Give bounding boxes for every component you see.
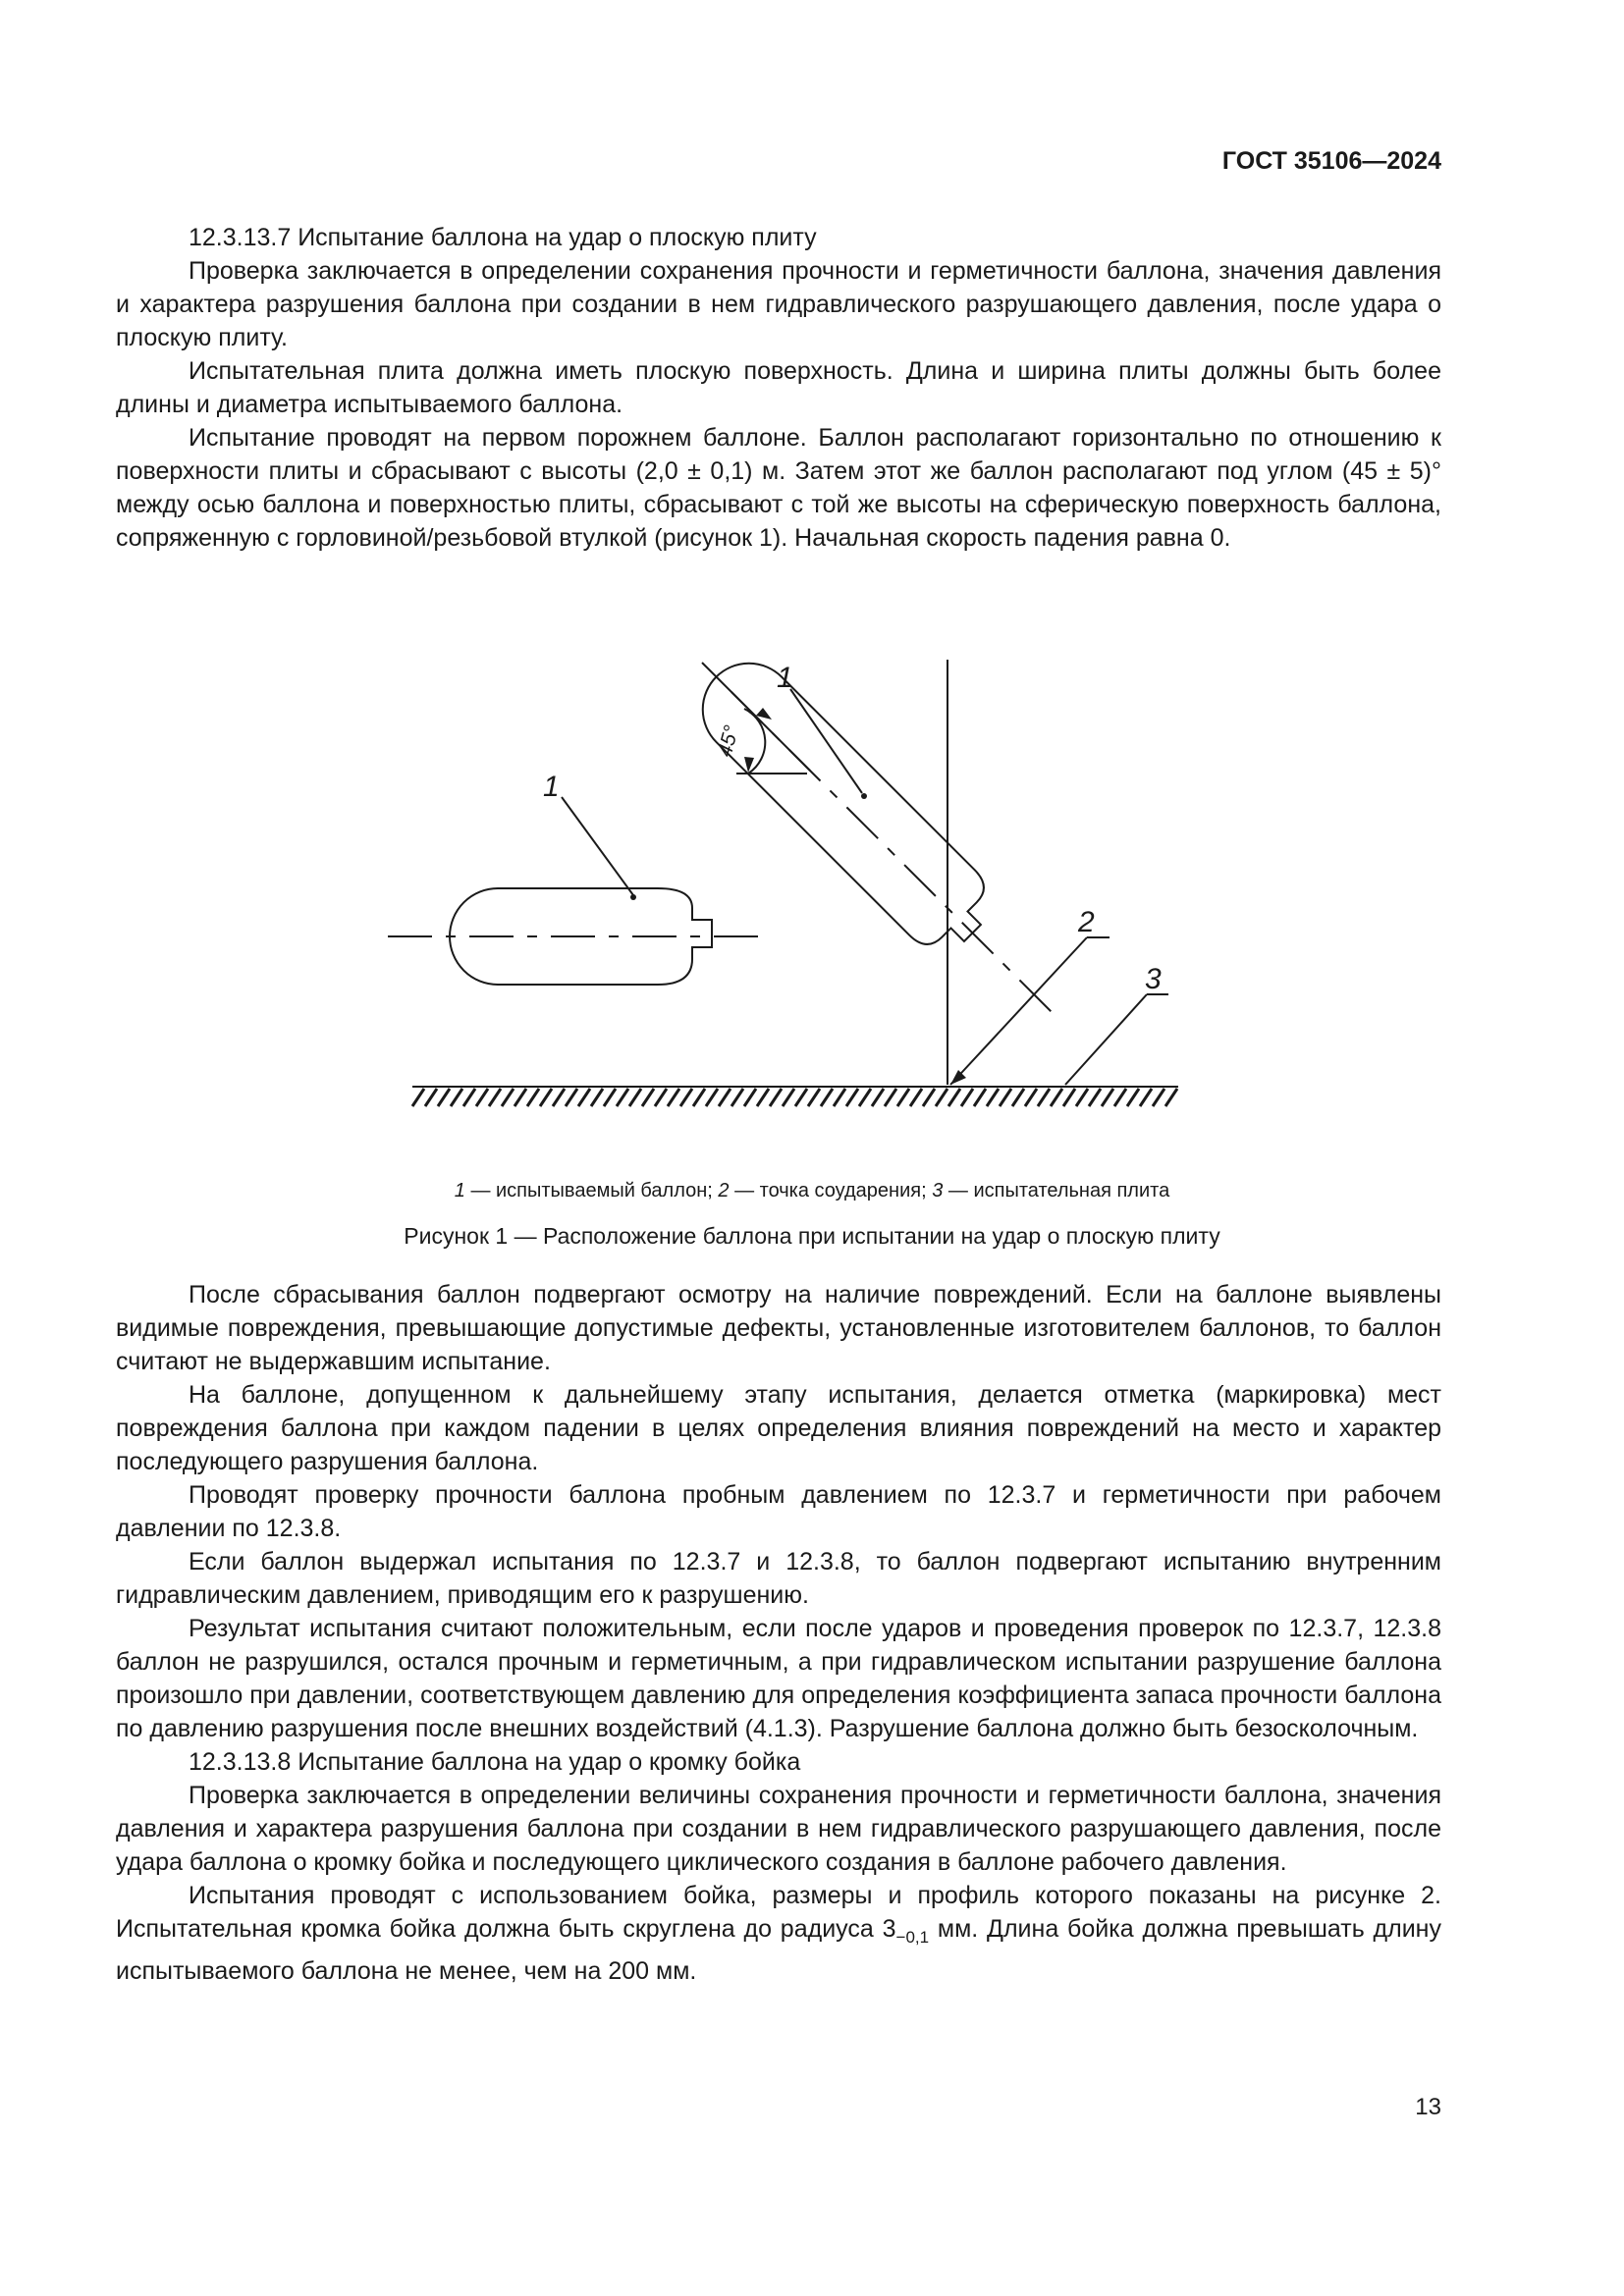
hatch-mark xyxy=(859,1089,871,1106)
legend-number-2: 2 xyxy=(718,1180,730,1201)
horizontal-cylinder xyxy=(450,888,712,985)
angle-arrow-head xyxy=(744,757,754,773)
angle-label: 45° xyxy=(713,722,744,760)
hatch-mark xyxy=(1012,1089,1024,1106)
hatch-mark xyxy=(706,1089,718,1106)
hatch-mark xyxy=(821,1089,833,1106)
hatch-mark xyxy=(655,1089,667,1106)
paragraph-last xyxy=(116,1879,1441,1988)
plate-hatching xyxy=(412,1089,1177,1106)
hatch-mark xyxy=(476,1089,488,1106)
page-number: 13 xyxy=(1415,2094,1441,2120)
clause-heading-12-3-13-7: 12.3.13.7 Испытание баллона на удар о плоскую плиту xyxy=(189,224,817,251)
clause-heading-12-3-13-8: 12.3.13.8 Испытание баллона на удар о кромку бойка xyxy=(189,1748,801,1776)
paragraph: Если баллон выдержал испытания по 12.3.7 и 12.3.8, то баллон подвергают испытанию внутренним гидравлическим давлением, приводящим его к разрушению. xyxy=(116,1548,1441,1609)
hatch-mark xyxy=(719,1089,731,1106)
hatch-mark xyxy=(795,1089,807,1106)
label-1-left: 1 xyxy=(543,771,560,803)
arrow-head-2 xyxy=(950,1070,966,1085)
hatch-mark xyxy=(1089,1089,1101,1106)
hatch-mark xyxy=(948,1089,960,1106)
hatch-mark xyxy=(1127,1089,1139,1106)
hatch-mark xyxy=(1102,1089,1113,1106)
hatch-mark xyxy=(1038,1089,1050,1106)
tolerance-subscript: −0,1 xyxy=(895,1928,930,1947)
hatch-mark xyxy=(1076,1089,1088,1106)
legend-text-1: — испытываемый баллон; xyxy=(464,1180,719,1201)
label-1-right: 1 xyxy=(777,662,793,694)
hatch-mark xyxy=(1025,1089,1037,1106)
hatch-mark xyxy=(987,1089,999,1106)
paragraph: Испытание проводят на первом порожнем баллоне. Баллон располагают горизонтально по отношению к поверхности плиты и сбрасывают с высоты (2,0 ± 0,1) м. Затем этот же баллон располагают под углом (45 ± 5)° между осью баллона и поверхностью плиты, сбрасывают с той же высоты на сферическую поверхность баллона, сопряженную с горловиной/резьбовой втулкой (рисунок 1). Начальная скорость падения равна 0. xyxy=(116,424,1441,552)
hatch-mark xyxy=(961,1089,973,1106)
hatch-mark xyxy=(974,1089,986,1106)
hatch-mark xyxy=(1153,1089,1164,1106)
hatch-mark xyxy=(412,1089,424,1106)
hatch-mark xyxy=(463,1089,475,1106)
legend-number-3: 3 xyxy=(932,1180,944,1201)
hatch-mark xyxy=(540,1089,552,1106)
angle-arc xyxy=(744,709,765,774)
hatch-mark xyxy=(489,1089,501,1106)
hatch-mark xyxy=(514,1089,526,1106)
paragraph: Результат испытания считают положительным, если после ударов и проведения проверок по 12.3.7, 12.3.8 баллон не разрушился, остался прочным и герметичным, а при гидравлическом испытании разрушение баллона произошло при давлении, соответствующем давлению для определения коэффициента запаса прочности баллона по давлению разрушения после внешних воздействий (4.1.3). Разрушение баллона должно быть безосколочным. xyxy=(116,1615,1441,1742)
hatch-mark xyxy=(693,1089,705,1106)
paragraph-last-part2: мм. Длина бойка должна превышать длину испытываемого баллона не менее, чем на 200 мм. xyxy=(116,1915,1441,1985)
hatch-mark xyxy=(1000,1089,1011,1106)
leader-line-1-right xyxy=(790,689,862,793)
document-code-header: ГОСТ 35106—2024 xyxy=(1221,147,1441,175)
label-2: 2 xyxy=(1078,906,1095,938)
hatch-mark xyxy=(1051,1089,1062,1106)
angle-extension-line xyxy=(702,663,810,771)
hatch-mark xyxy=(731,1089,743,1106)
hatch-mark xyxy=(1114,1089,1126,1106)
figure-caption: Рисунок 1 — Расположение баллона при испытании на удар о плоскую плиту xyxy=(404,1223,1220,1249)
hatch-mark xyxy=(910,1089,922,1106)
impact-dot-right xyxy=(861,793,867,799)
hatch-mark xyxy=(502,1089,514,1106)
hatch-mark xyxy=(885,1089,896,1106)
hatch-mark xyxy=(897,1089,909,1106)
hatch-mark xyxy=(923,1089,935,1106)
legend-text-3: — испытательная плита xyxy=(943,1180,1170,1201)
hatch-mark xyxy=(604,1089,616,1106)
paragraph: Испытательная плита должна иметь плоскую поверхность. Длина и ширина плиты должны быть более длины и диаметра испытываемого баллона. xyxy=(116,357,1441,418)
paragraph: Проводят проверку прочности баллона пробным давлением по 12.3.7 и герметичности при рабочем давлении по 12.3.8. xyxy=(116,1481,1441,1542)
hatch-mark xyxy=(936,1089,947,1106)
section-top-text xyxy=(116,221,1441,555)
legend-number-1: 1 xyxy=(454,1180,465,1201)
hatch-mark xyxy=(744,1089,756,1106)
hatch-mark xyxy=(578,1089,590,1106)
hatch-mark xyxy=(566,1089,577,1106)
hatch-mark xyxy=(668,1089,679,1106)
hatch-mark xyxy=(770,1089,782,1106)
hatch-mark xyxy=(617,1089,628,1106)
hatch-mark xyxy=(1063,1089,1075,1106)
hatch-mark xyxy=(451,1089,462,1106)
paragraph: Проверка заключается в определении сохранения прочности и герметичности баллона, значения давления и характера разрушения баллона при создании в нем гидравлического разрушающего давления, после удара о плоскую плиту. xyxy=(116,257,1441,351)
hatch-mark xyxy=(783,1089,794,1106)
figure-legend xyxy=(0,1180,1624,1202)
paragraph-last-part1: Испытания проводят с использованием бойка, размеры и профиль которого показаны на рисунке 2. Испытательная кромка бойка должна быть скруглена до радиуса 3 xyxy=(116,1882,1441,1943)
hatch-mark xyxy=(1165,1089,1177,1106)
tilted-cylinder-axis xyxy=(731,692,1056,1016)
tilted-cylinder xyxy=(683,644,1004,965)
hatch-mark xyxy=(438,1089,450,1106)
label-3: 3 xyxy=(1145,963,1162,995)
hatch-mark xyxy=(527,1089,539,1106)
hatch-mark xyxy=(808,1089,820,1106)
angle-arrow-head-top xyxy=(756,708,772,720)
legend-text-2: — точка соударения; xyxy=(729,1180,933,1201)
impact-dot-left xyxy=(630,894,636,900)
section-bottom-text xyxy=(116,1278,1441,1988)
hatch-mark xyxy=(553,1089,565,1106)
leader-line-1-left xyxy=(562,797,633,895)
hatch-mark xyxy=(680,1089,692,1106)
hatch-mark xyxy=(629,1089,641,1106)
hatch-mark xyxy=(872,1089,884,1106)
paragraph: После сбрасывания баллон подвергают осмотру на наличие повреждений. Если на баллоне выявлены видимые повреждения, превышающие допустимые дефекты, установленные изготовителем баллонов, то баллон считают не выдержавшим испытание. xyxy=(116,1281,1441,1375)
leader-line-2 xyxy=(950,937,1087,1085)
hatch-mark xyxy=(642,1089,654,1106)
hatch-mark xyxy=(591,1089,603,1106)
hatch-mark xyxy=(1140,1089,1152,1106)
hatch-mark xyxy=(757,1089,769,1106)
paragraph: На баллоне, допущенном к дальнейшему этапу испытания, делается отметка (маркировка) мест повреждения баллона при каждом падении в целях определения влияния повреждений на место и характер последующего разрушения баллона. xyxy=(116,1381,1441,1475)
paragraph: Проверка заключается в определении величины сохранения прочности и герметичности баллона, значения давления и характера разрушения баллона при создании в нем гидравлического разрушающего давления, после удара баллона о кромку бойка и последующего циклического создания в баллоне рабочего давления. xyxy=(116,1782,1441,1876)
hatch-mark xyxy=(834,1089,845,1106)
leader-line-3 xyxy=(1065,994,1147,1085)
hatch-mark xyxy=(846,1089,858,1106)
hatch-mark xyxy=(425,1089,437,1106)
